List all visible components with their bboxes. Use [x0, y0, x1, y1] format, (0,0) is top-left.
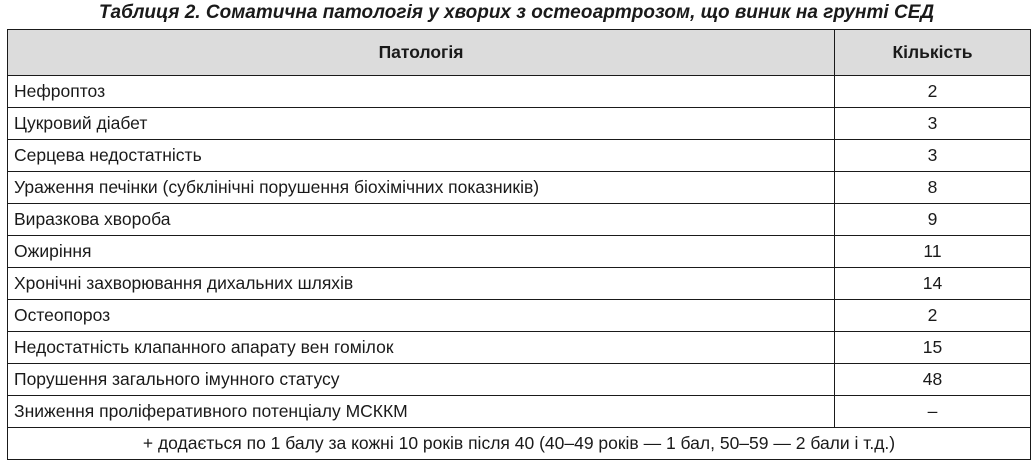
table-body [8, 76, 1031, 428]
table-row [8, 268, 1031, 300]
row-name: Цукровий діабет [8, 108, 835, 140]
row-name: Виразкова хвороба [8, 204, 835, 236]
table-row [8, 204, 1031, 236]
table-container [7, 29, 1030, 460]
row-count: 15 [835, 332, 1031, 364]
row-name: Порушення загального імунного статусу [8, 364, 835, 396]
column-header-pathology: Патологія [8, 30, 835, 76]
row-count: 3 [835, 140, 1031, 172]
row-count: 14 [835, 268, 1031, 300]
row-name: Недостатність клапанного апарату вен гомілок [8, 332, 835, 364]
row-count: 2 [835, 300, 1031, 332]
row-name: Ураження печінки (субклінічні порушення біохімічних показників) [8, 172, 835, 204]
row-count: 3 [835, 108, 1031, 140]
table-row [8, 172, 1031, 204]
table-footer [8, 428, 1031, 460]
header-row [8, 30, 1031, 76]
column-header-count: Кількість [835, 30, 1031, 76]
row-count: 11 [835, 236, 1031, 268]
table-row [8, 332, 1031, 364]
row-count: 2 [835, 76, 1031, 108]
row-count: 48 [835, 364, 1031, 396]
row-name: Ожиріння [8, 236, 835, 268]
row-name: Серцева недостатність [8, 140, 835, 172]
table-header [8, 30, 1031, 76]
table-row [8, 300, 1031, 332]
row-count: 8 [835, 172, 1031, 204]
row-name: Зниження проліферативного потенціалу МСККМ [8, 396, 835, 428]
table-row [8, 140, 1031, 172]
row-count: – [835, 396, 1031, 428]
table-row [8, 364, 1031, 396]
row-name: Остеопороз [8, 300, 835, 332]
row-name: Нефроптоз [8, 76, 835, 108]
table-row [8, 108, 1031, 140]
table-caption: Таблиця 2. Соматична патологія у хворих з остеоартрозом, що виник на грунті СЕД [98, 2, 935, 23]
row-name: Хронічні захворювання дихальних шляхів [8, 268, 835, 300]
table-footnote: + додається по 1 балу за кожні 10 років після 40 (40–49 років — 1 бал, 50–59 — 2 бали і т.д.) [8, 428, 1031, 460]
table-row [8, 76, 1031, 108]
table-row [8, 396, 1031, 428]
row-count: 9 [835, 204, 1031, 236]
pathology-table [7, 29, 1031, 460]
footnote-row [8, 428, 1031, 460]
table-row [8, 236, 1031, 268]
